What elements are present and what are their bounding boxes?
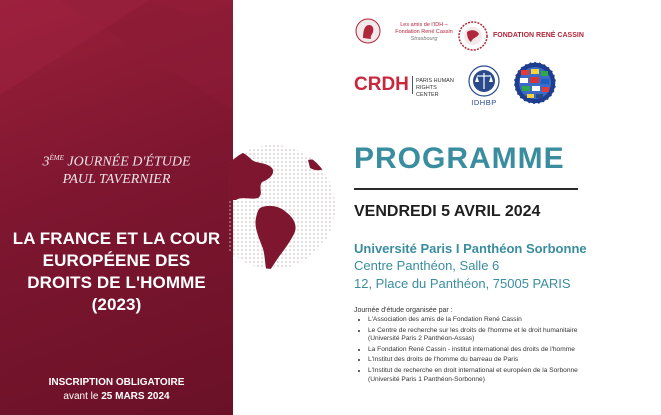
event-date: VENDREDI 5 AVRIL 2024 bbox=[354, 203, 541, 220]
organizer-item: • L'Association des amis de la Fondation René Cassin bbox=[368, 316, 598, 325]
venue-room: Centre Panthéon, Salle 6 bbox=[354, 258, 500, 273]
organizers-intro: Journée d'étude organisée par : bbox=[354, 307, 453, 314]
amis-cassin-logo bbox=[355, 16, 460, 56]
organizers-list bbox=[354, 316, 598, 386]
edition-number: 3 bbox=[42, 154, 50, 170]
university-name: Université Paris I Panthéon Sorbonne bbox=[354, 241, 587, 256]
amis-line3: Strasbourg bbox=[410, 36, 438, 42]
honoree-name: PAUL TAVERNIER bbox=[62, 171, 171, 187]
registration-required: INSCRIPTION OBLIGATOIRE bbox=[48, 377, 185, 388]
programme-heading: PROGRAMME bbox=[354, 142, 565, 175]
edition-suffix: ÈME bbox=[49, 154, 64, 162]
organizer-item: • Le Centre de recherche sur les droits de l'homme et le droit humanitaire (Université Paris 2 Panthéon-Assas) bbox=[368, 327, 598, 344]
registration-notice bbox=[0, 376, 233, 404]
idhbp-wordmark: IDHBP bbox=[471, 98, 497, 107]
event-title-line: DROITS DE L'HOMME bbox=[27, 273, 206, 292]
deadline-date: 25 MARS 2024 bbox=[101, 391, 170, 402]
amis-line1: Les amis de l'IDH – bbox=[400, 22, 448, 28]
crdh-logo bbox=[354, 72, 459, 98]
globe-icon bbox=[228, 140, 338, 275]
idhbp-logo bbox=[462, 64, 506, 110]
scales-of-justice-icon bbox=[466, 64, 502, 98]
fondation-globe-icon bbox=[457, 20, 489, 52]
left-panel bbox=[0, 0, 233, 415]
event-title-line: EUROPÉENE DES bbox=[42, 251, 191, 270]
crdh-sub2: RIGHTS CENTER bbox=[416, 85, 439, 98]
divider bbox=[354, 188, 578, 190]
edition-heading bbox=[0, 150, 233, 188]
fondation-cassin-logo bbox=[457, 20, 597, 54]
edition-label: JOURNÉE D'ÉTUDE bbox=[63, 154, 191, 170]
fondation-name: FONDATION RENÉ CASSIN bbox=[493, 32, 584, 39]
crdh-wordmark: CRDH bbox=[354, 74, 409, 95]
flags-globe-icon bbox=[513, 61, 557, 105]
crdh-sub1: PARIS HUMAN bbox=[416, 78, 454, 84]
organizer-item: • La Fondation René Cassin - institut international des droits de l'homme bbox=[368, 346, 598, 355]
organizer-item: • L'Institut des droits de l'homme du barreau de Paris bbox=[368, 356, 598, 365]
deadline-prefix: avant le bbox=[63, 391, 102, 402]
event-title bbox=[10, 228, 223, 316]
cassin-portrait-icon bbox=[355, 18, 381, 44]
organizer-item: • L'Institut de recherche en droit international et européen de la Sorbonne (Université Paris 1 Panthéon-Sorbonne) bbox=[368, 367, 598, 384]
event-title-line: (2023) bbox=[91, 295, 142, 314]
amis-line2: Fondation René Cassin bbox=[395, 29, 453, 35]
flags-globe-logo bbox=[513, 61, 557, 105]
venue-address: 12, Place du Panthéon, 75005 PARIS bbox=[354, 276, 571, 291]
decorative-wedge bbox=[0, 0, 233, 415]
event-title-line: LA FRANCE ET LA COUR bbox=[12, 229, 221, 248]
